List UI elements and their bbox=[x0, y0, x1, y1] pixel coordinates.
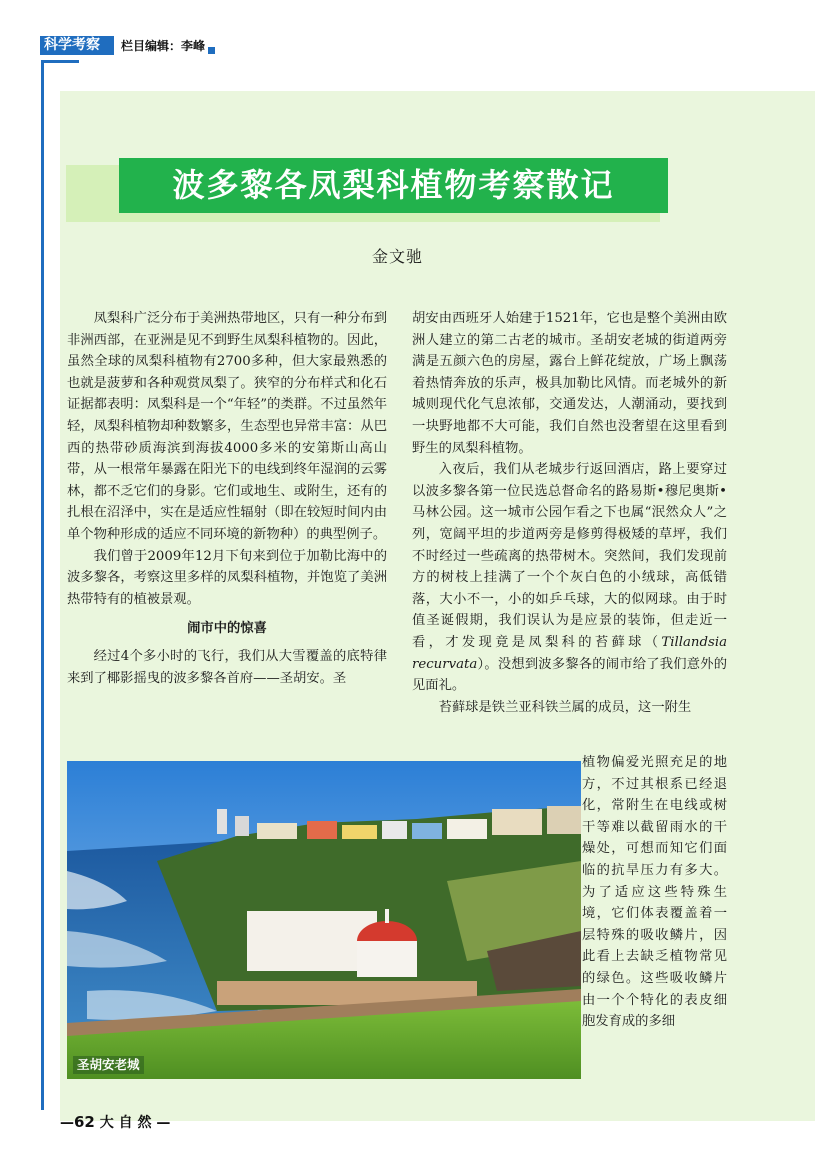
article-title: 波多黎各凤梨科植物考察散记 bbox=[172, 166, 615, 204]
magazine-name: 大 自 然 bbox=[99, 1115, 152, 1131]
photo-caption: 圣胡安老城 bbox=[73, 1056, 144, 1074]
section-tag: 科学考察 bbox=[44, 37, 100, 53]
photo-old-san-juan bbox=[67, 761, 581, 1079]
page-footer bbox=[60, 1112, 170, 1132]
paragraph-text: ）。没想到波多黎各的闹市给了我们意外的见面礼。 bbox=[412, 656, 727, 694]
paragraph: 我们曾于2009年12月下旬来到位于加勒比海中的波多黎各，考察这里多样的凤梨科植物，并饱览了美洲热带特有的植被景观。 bbox=[67, 548, 387, 607]
footer-dash: — bbox=[156, 1115, 171, 1131]
text-column-right-wrap bbox=[582, 752, 727, 1033]
column-editor: 栏目编辑：李峰 bbox=[121, 39, 206, 53]
text-column-left bbox=[67, 308, 387, 689]
footer-dash: — bbox=[60, 1115, 74, 1131]
species-name: Tillandsia recurvata bbox=[412, 634, 727, 672]
paragraph: 胡安由西班牙人始建于1521年，它也是整个美洲由欧洲人建立的第二古老的城市。圣胡安老城的街道两旁满是五颜六色的房屋，露台上鲜花绽放，广场上飘荡着热情奔放的乐声，极具加勒比风情。而老城外的新城则现代化气息浓郁，交通发达，人潮涌动，要找到一块野地都不大可能，我们自然也没奢望在这里看到野生的凤梨科植物。 bbox=[412, 311, 727, 456]
author-name: 金文驰 bbox=[372, 247, 424, 266]
paragraph: 苔藓球是铁兰亚科铁兰属的成员，这一附生 bbox=[438, 699, 692, 715]
paragraph: 植物偏爱光照充足的地方，不过其根系已经退化，常附生在电线或树干等难以截留雨水的干燥处，可想而知它们面临的抗旱压力有多大。为了适应这些特殊生境，它们体表覆盖着一层特殊的吸收鳞片，因此看上去缺乏植物常见的绿色。这些吸收鳞片由一个个特化的表皮细胞发育成的多细 bbox=[582, 755, 727, 1030]
top-rule bbox=[41, 60, 79, 63]
page-number: 62 bbox=[74, 1113, 95, 1131]
text-column-right bbox=[412, 308, 727, 718]
left-rule bbox=[41, 60, 44, 1110]
section-subheading: 闹市中的惊喜 bbox=[187, 621, 267, 637]
photo-illustration bbox=[67, 761, 581, 1079]
paragraph: 凤梨科广泛分布于美洲热带地区，只有一种分布到非洲西部，在亚洲是见不到野生凤梨科植物的。因此，虽然全球的凤梨科植物有2700多种，但大家最熟悉的也就是菠萝和各种观赏凤梨了。狭窄的分布样式和化石证据都表明：凤梨科是一个“年轻”的类群。不过虽然年轻，凤梨科植物却种数繁多，生态型也异常丰富：从巴西的热带砂质海滨到海拔4000多米的安第斯山高山带，从一根常年暴露在阳光下的电线到终年湿润的云雾林，都不乏它们的身影。它们或地生、或附生，还有的扎根在沼泽中，实在是适应性辐射（即在较短时间内由单个物种形成的适应不同环境的新物种）的典型例子。 bbox=[67, 311, 387, 542]
paragraph: 经过4个多小时的飞行，我们从大雪覆盖的底特律来到了椰影摇曳的波多黎各首府——圣胡安。圣 bbox=[67, 648, 387, 686]
paragraph-text: 入夜后，我们从老城步行返回酒店，路上要穿过以波多黎各第一位民选总督命名的路易斯•穆尼奥斯•马林公园。这一城市公园乍看之下也属“泯然众人”之列，宽阔平坦的步道两旁是修剪得极矮的草坪，我们不时经过一些疏离的热带树木。突然间，我们发现前方的树枝上挂满了一个个灰白色的小绒球，高低错落，大小不一，小的如乒乓球，大的似网球。由于时值圣诞假期，我们误认为是应景的装饰，但走近一看，才发现竟是凤梨科的苔藓球（ bbox=[412, 462, 727, 650]
header-square-ornament bbox=[208, 47, 215, 54]
paragraph bbox=[412, 459, 727, 697]
